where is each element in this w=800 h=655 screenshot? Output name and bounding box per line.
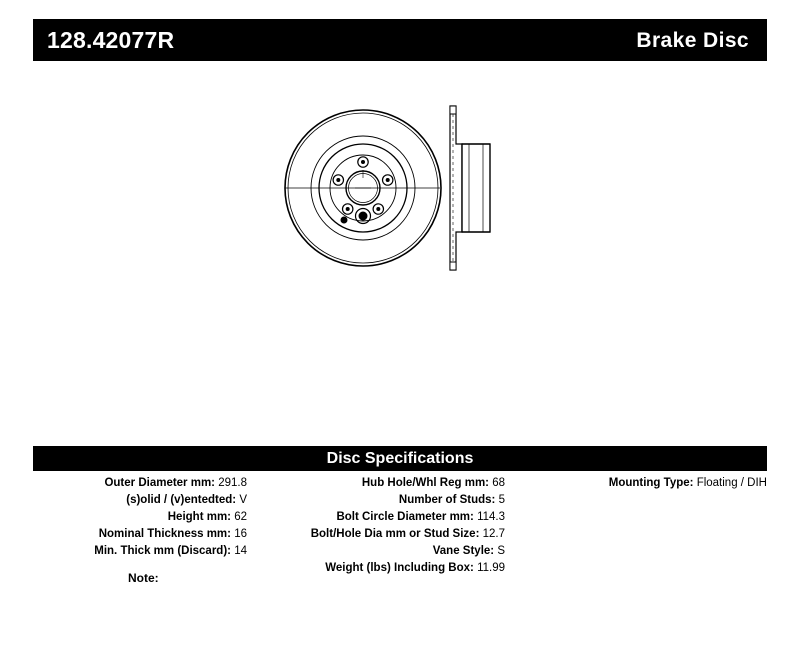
spec-value: 12.7 (482, 528, 505, 540)
spec-row (33, 543, 247, 560)
spec-row (255, 543, 505, 560)
spec-row (255, 492, 505, 509)
spec-value: 114.3 (477, 511, 505, 523)
spec-value: Floating / DIH (696, 477, 767, 489)
spec-value: V (239, 494, 247, 506)
part-number: 128.42077R (47, 26, 175, 53)
spec-row (33, 475, 247, 492)
note-label: Note: (128, 571, 159, 585)
spec-row (255, 526, 505, 543)
spec-row (255, 560, 505, 577)
spec-value: 5 (498, 494, 505, 506)
spec-row (255, 475, 505, 492)
spec-column-right (513, 475, 767, 492)
spec-value: 14 (234, 545, 247, 557)
technical-drawing (280, 88, 540, 288)
note-row (128, 571, 159, 585)
spec-label: Bolt Circle Diameter mm: (336, 511, 474, 523)
spec-row (33, 492, 247, 509)
spec-column-left (33, 475, 247, 560)
spec-value: 62 (234, 511, 247, 523)
spec-label: Outer Diameter mm: (104, 477, 216, 489)
spec-value: S (497, 545, 505, 557)
spec-value: 68 (492, 477, 505, 489)
spec-label: Weight (lbs) Including Box: (325, 562, 474, 574)
spec-label: Height mm: (167, 511, 231, 523)
spec-label: Bolt/Hole Dia mm or Stud Size: (310, 528, 480, 540)
spec-value: 16 (234, 528, 247, 540)
header-bar (33, 19, 767, 61)
spec-column-middle (255, 475, 505, 577)
spec-row (255, 509, 505, 526)
spec-row (33, 509, 247, 526)
spec-label: Hub Hole/Whl Reg mm: (361, 477, 489, 489)
spec-section-body (33, 471, 767, 631)
spec-value: 291.8 (218, 477, 247, 489)
spec-section-title: Disc Specifications (33, 446, 767, 471)
brake-disc-side-view (450, 106, 490, 270)
product-type-title: Brake Disc (636, 28, 749, 52)
spec-label: Min. Thick mm (Discard): (94, 545, 231, 557)
spec-label: Nominal Thickness mm: (98, 528, 231, 540)
spec-label: Mounting Type: (608, 477, 694, 489)
spec-value: 11.99 (477, 562, 505, 574)
spec-label: (s)olid / (v)entedted: (126, 494, 237, 506)
spec-label: Vane Style: (432, 545, 495, 557)
spec-row (513, 475, 767, 492)
spec-row (33, 526, 247, 543)
spec-label: Number of Studs: (398, 494, 496, 506)
